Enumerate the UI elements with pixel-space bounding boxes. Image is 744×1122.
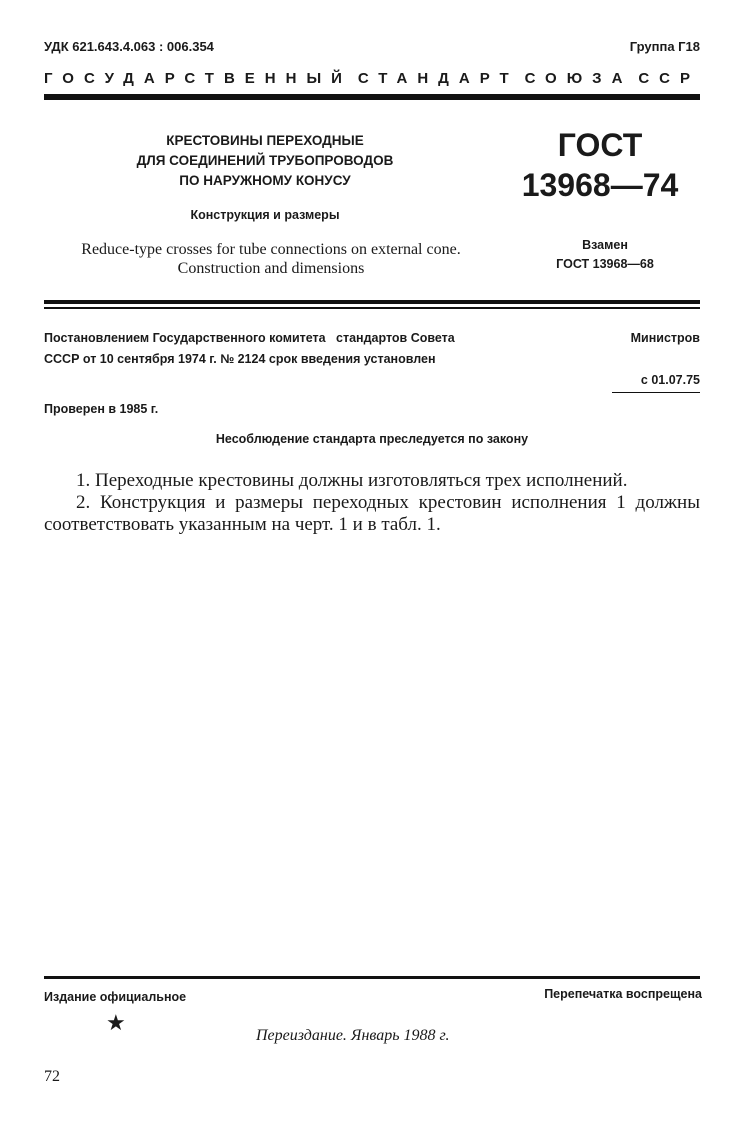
group-code: Группа Г18 xyxy=(629,39,700,54)
effective-date: с 01.07.75 xyxy=(640,373,700,387)
section-rule-thin xyxy=(44,307,700,309)
state-standard-heading xyxy=(44,70,700,87)
heading-word-standard: СТАНДАРТ xyxy=(357,70,519,87)
top-rule xyxy=(44,94,700,100)
heading-word-union: СОЮЗА xyxy=(524,70,633,87)
body-text xyxy=(44,470,700,536)
heading-word-state: ГОСУДАРСТВЕННЫЙ xyxy=(44,70,352,87)
english-title-line-2: Construction and dimensions xyxy=(177,260,365,277)
replaces-block xyxy=(520,236,690,274)
law-notice: Несоблюдение стандарта преследуется по закону xyxy=(215,432,529,446)
gost-designation xyxy=(510,125,690,205)
title-line-2: ДЛЯ СОЕДИНЕНИЙ ТРУБОПРОВОДОВ xyxy=(136,153,394,168)
official-edition: Издание официальное xyxy=(44,990,187,1004)
decree-ministry: Министров xyxy=(630,331,700,345)
section-rule-thick xyxy=(44,300,700,304)
document-subtitle: Конструкция и размеры xyxy=(190,208,340,222)
heading-word-ssr: ССР xyxy=(638,70,700,87)
document-title xyxy=(100,131,430,191)
gost-number: 13968—74 xyxy=(521,167,679,203)
date-underline xyxy=(612,392,700,393)
replaces-label: Взамен xyxy=(582,238,628,252)
udk-code: УДК 621.643.4.063 : 006.354 xyxy=(44,39,214,54)
english-title-line-1: Reduce-type crosses for tube connections on external cone. xyxy=(81,241,461,258)
replaced-standard: ГОСТ 13968—68 xyxy=(556,257,654,271)
page-number: 72 xyxy=(44,1068,60,1085)
title-line-3: ПО НАРУЖНОМУ КОНУСУ xyxy=(179,173,351,188)
title-line-1: КРЕСТОВИНЫ ПЕРЕХОДНЫЕ xyxy=(166,133,364,148)
paragraph-1: 1. Переходные крестовины должны изготовляться трех исполнений. xyxy=(76,470,628,491)
gost-label: ГОСТ xyxy=(557,127,643,163)
star-icon: ★ xyxy=(106,1010,126,1035)
footer-rule xyxy=(44,976,700,979)
reprint-prohibited: Перепечатка воспрещена xyxy=(544,987,702,1001)
decree-line-2: СССР от 10 сентября 1974 г. № 2124 срок введения установлен xyxy=(44,352,436,366)
english-title xyxy=(40,240,502,278)
checked-note: Проверен в 1985 г. xyxy=(44,402,159,416)
paragraph-2: 2. Конструкция и размеры переходных крестовин исполнения 1 должны соответствовать указанным на черт. 1 и в табл. 1. xyxy=(44,492,700,535)
decree-line-1: Постановлением Государственного комитета стандартов Совета xyxy=(44,331,455,345)
reissue-note: Переиздание. Январь 1988 г. xyxy=(256,1027,450,1044)
